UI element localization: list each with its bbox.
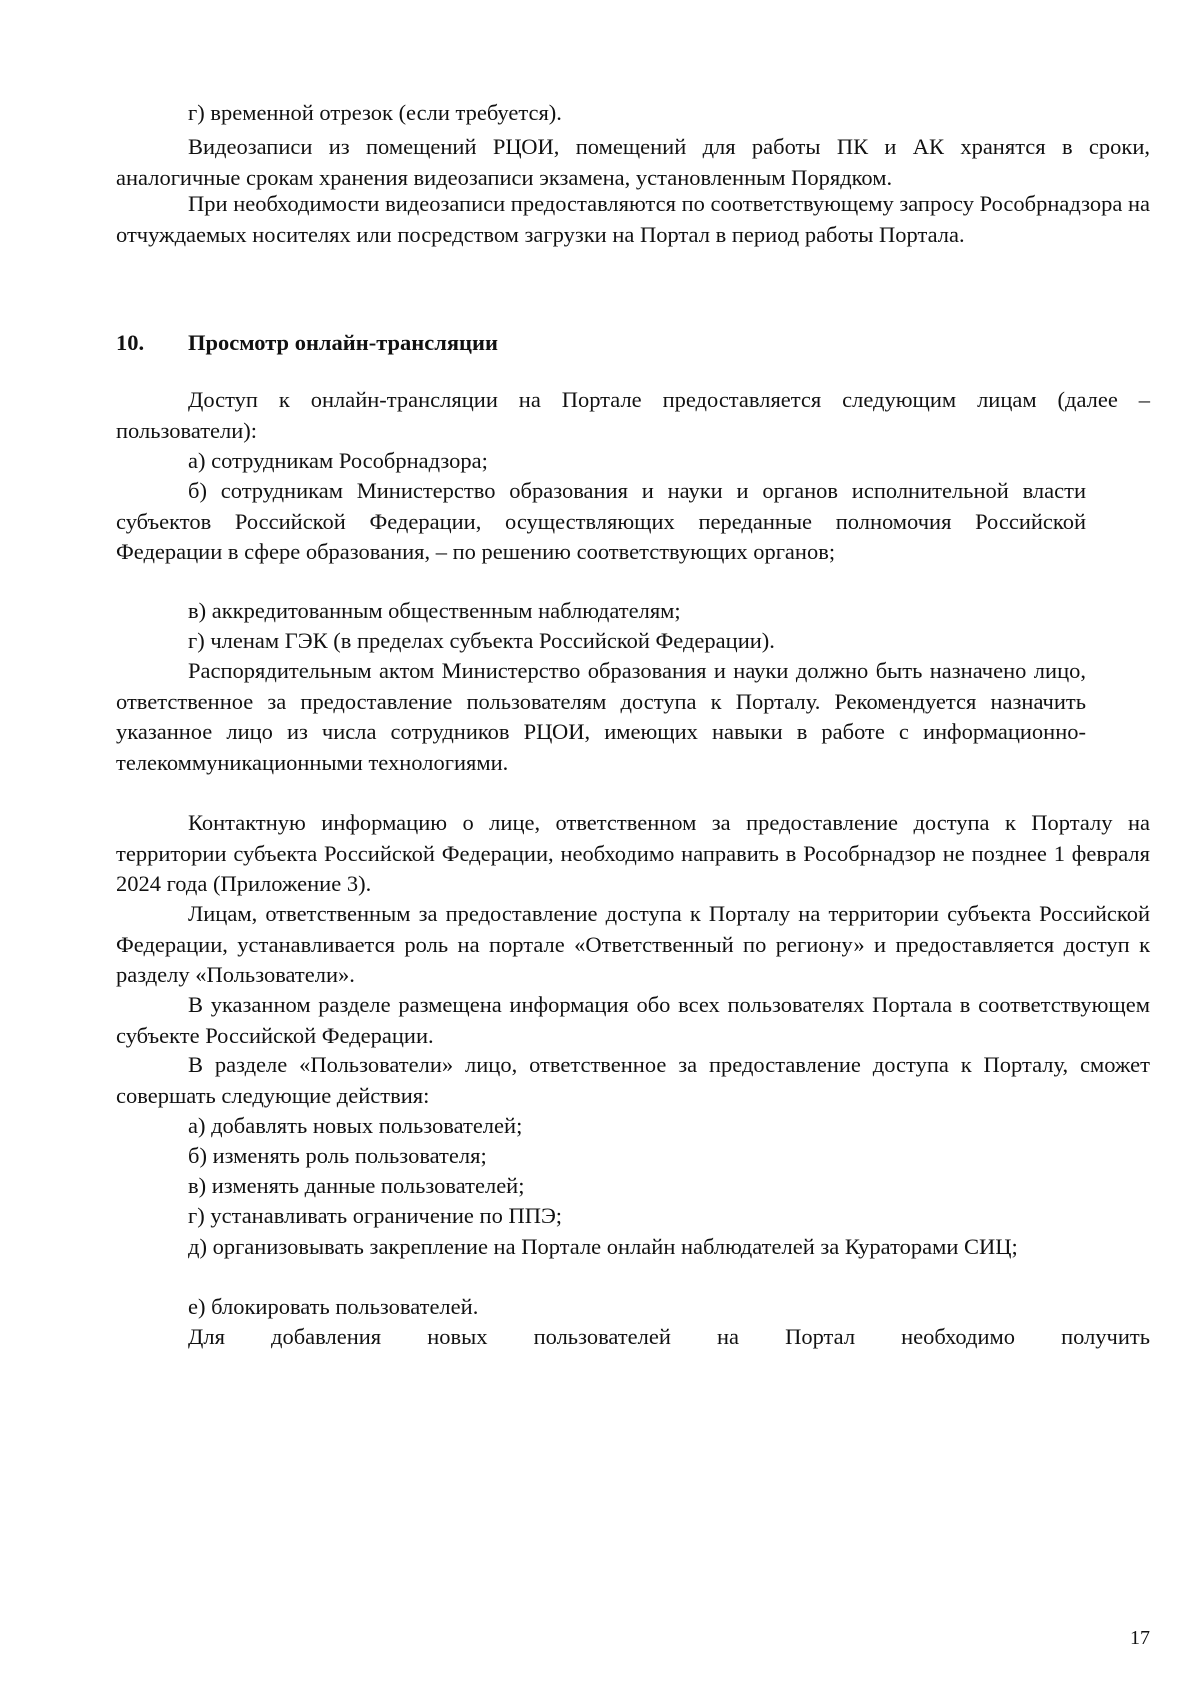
section-number: 10.: [116, 330, 145, 355]
list-item-action-b: б) изменять роль пользователя;: [188, 1143, 487, 1168]
list-item-action-e: д) организовывать закрепление на Портале онлайн наблюдателей за Кураторами СИЦ;: [188, 1234, 1018, 1259]
paragraph-video-storage: Видеозаписи из помещений РЦОИ, помещений для работы ПК и АК хранятся в сроки, аналогичные срокам хранения видеозаписи экзамена, установленным Порядком.: [116, 134, 1150, 190]
list-item-access-c: в) аккредитованным общественным наблюдателям;: [188, 598, 681, 623]
list-item-access-b: б) сотрудникам Министерство образования и науки и органов исполнительной власти субъектов Российской Федерации, осуществляющих переданные полномочия Российской Федерации в сфере образования, – по решению соответствующих органов;: [116, 478, 1086, 564]
list-item-action-d: г) устанавливать ограничение по ППЭ;: [188, 1203, 563, 1228]
section-heading: [116, 328, 498, 358]
paragraph-contact-info: Контактную информацию о лице, ответственном за предоставление доступа к Порталу на территории субъекта Российской Федерации, необходимо направить в Рособрнадзор не позднее 1 февраля 2024 года (Приложение 3).: [116, 810, 1150, 896]
list-item-action-a: а) добавлять новых пользователей;: [188, 1113, 523, 1138]
paragraph-time-interval: г) временной отрезок (если требуется).: [188, 100, 562, 125]
list-item-access-a: а) сотрудникам Рособрнадзора;: [188, 448, 488, 473]
paragraph-appointment: Распорядительным актом Министерство образования и науки должно быть назначено лицо, ответственное за предоставление пользователям доступа к Порталу. Рекомендуется назначить указанное лицо из числа сотрудников РЦОИ, имеющих навыки в работе с информационно- телекоммуникационными технологиями.: [116, 658, 1086, 775]
page-number: 17: [1130, 1627, 1150, 1649]
list-item-action-c: в) изменять данные пользователей;: [188, 1173, 525, 1198]
paragraph-users-info: В указанном разделе размещена информация обо всех пользователях Портала в соответствующем субъекте Российской Федерации.: [116, 992, 1150, 1048]
list-item-access-d: г) членам ГЭК (в пределах субъекта Российской Федерации).: [188, 628, 775, 653]
paragraph-video-provision: При необходимости видеозаписи предоставляются по соответствующему запросу Рособрнадзора на отчуждаемых носителях или посредством загрузки на Портал в период работы Портала.: [116, 191, 1150, 247]
paragraph-last-line: Для добавления новых пользователей на Портал необходимо получить: [188, 1324, 1150, 1349]
paragraph-regional-role: Лицам, ответственным за предоставление доступа к Порталу на территории субъекта Российской Федерации, устанавливается роль на портале «Ответственный по региону» и предоставляется доступ к разделу «Пользователи».: [116, 901, 1150, 987]
paragraph-access-intro: Доступ к онлайн-трансляции на Портале предоставляется следующим лицам (далее – пользователи):: [116, 387, 1150, 443]
section-title: Просмотр онлайн-трансляции: [188, 330, 498, 355]
paragraph-users-section: В разделе «Пользователи» лицо, ответственное за предоставление доступа к Порталу, сможет совершать следующие действия:: [116, 1052, 1150, 1108]
list-item-action-f: е) блокировать пользователей.: [188, 1294, 479, 1319]
